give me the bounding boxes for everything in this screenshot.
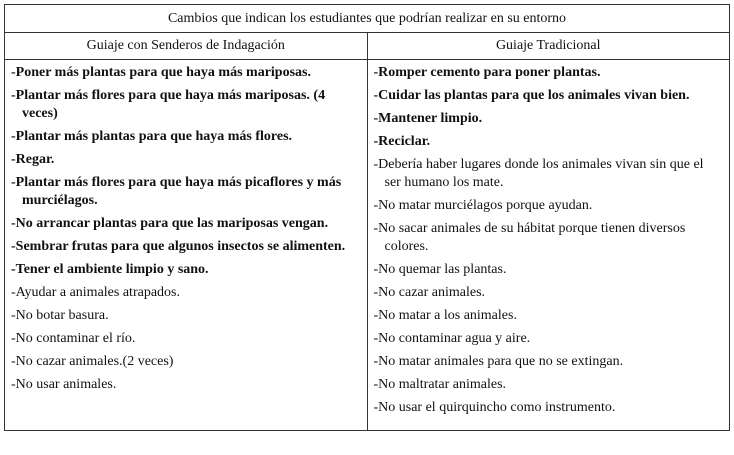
inquiry-item: -Ayudar a animales atrapados. <box>11 285 180 300</box>
column-header-traditional: Guiaje Tradicional <box>367 33 730 60</box>
inquiry-item: -No botar basura. <box>11 308 109 323</box>
traditional-item: -No maltratar animales. <box>373 377 507 392</box>
traditional-item: -No contaminar agua y aire. <box>373 331 531 346</box>
table-title: Cambios que indican los estudiantes que podrían realizar en su entorno <box>5 5 730 33</box>
inquiry-item: -No contaminar el río. <box>11 331 136 346</box>
inquiry-item: -Regar. <box>11 152 55 167</box>
comparison-table <box>4 4 730 431</box>
traditional-item: -Romper cemento para poner plantas. <box>373 65 601 80</box>
traditional-item: -No usar el quirquincho como instrumento. <box>373 400 616 415</box>
inquiry-item: -Plantar más flores para que haya más picaflores y más murciélagos. <box>11 175 342 208</box>
traditional-item: -No matar murciélagos porque ayudan. <box>373 198 593 213</box>
inquiry-item: -No cazar animales.(2 veces) <box>11 354 174 369</box>
traditional-item: -Debería haber lugares donde los animales vivan sin que el ser humano los mate. <box>373 157 704 190</box>
inquiry-item: -No usar animales. <box>11 377 117 392</box>
traditional-cell <box>367 60 730 431</box>
traditional-list <box>368 60 730 430</box>
traditional-item: -Cuidar las plantas para que los animales vivan bien. <box>373 88 690 103</box>
inquiry-item: -Tener el ambiente limpio y sano. <box>11 262 209 277</box>
traditional-item: -Mantener limpio. <box>373 111 483 126</box>
traditional-item: -No sacar animales de su hábitat porque tienen diversos colores. <box>373 221 686 254</box>
inquiry-list <box>5 60 367 407</box>
traditional-item: -Reciclar. <box>373 134 431 149</box>
traditional-item: -No cazar animales. <box>373 285 486 300</box>
traditional-item: -No quemar las plantas. <box>373 262 507 277</box>
inquiry-item: -Plantar más flores para que haya más mariposas. (4 veces) <box>11 88 326 121</box>
inquiry-item: -Poner más plantas para que haya más mariposas. <box>11 65 311 80</box>
inquiry-cell <box>5 60 368 431</box>
column-header-inquiry: Guiaje con Senderos de Indagación <box>5 33 368 60</box>
traditional-item: -No matar a los animales. <box>373 308 517 323</box>
inquiry-item: -Plantar más plantas para que haya más flores. <box>11 129 293 144</box>
traditional-item: -No matar animales para que no se extingan. <box>373 354 624 369</box>
inquiry-item: -Sembrar frutas para que algunos insectos se alimenten. <box>11 239 346 254</box>
inquiry-item: -No arrancar plantas para que las mariposas vengan. <box>11 216 329 231</box>
